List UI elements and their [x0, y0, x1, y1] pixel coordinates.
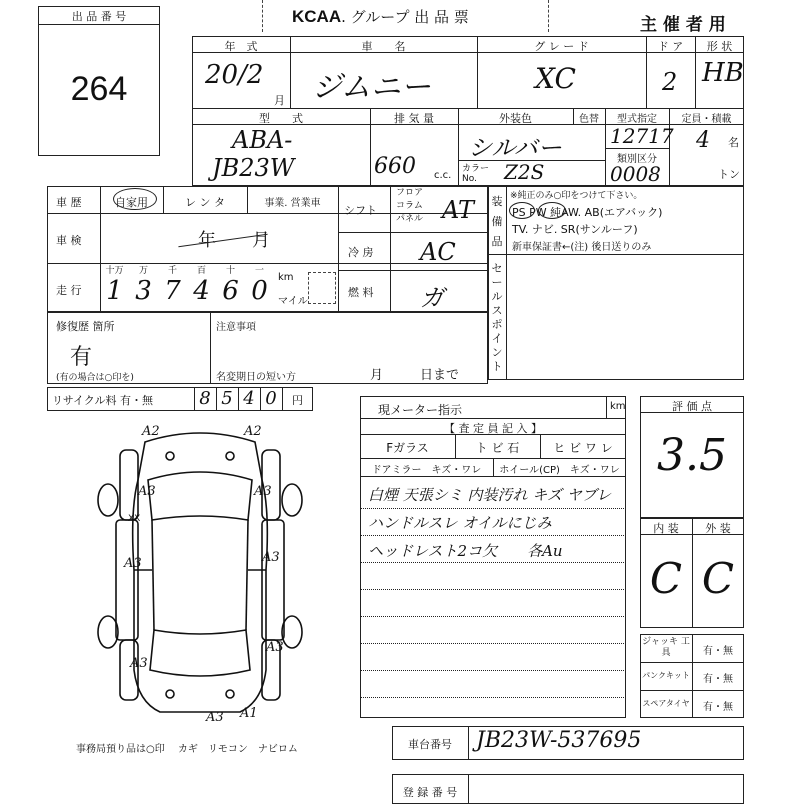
damage-mark: A3 — [124, 556, 142, 571]
mileage-unit: 千 — [167, 266, 177, 276]
interior-value: C — [649, 554, 683, 603]
damage-mark: A3 — [130, 656, 148, 671]
damage-mark: A3 — [254, 484, 272, 499]
score-value: 3.5 — [657, 430, 727, 481]
yen-unit: 円 — [292, 394, 303, 407]
history-label: 車 歴 — [56, 196, 82, 209]
header-title: KCAA. グループ 出 品 票 — [292, 7, 469, 26]
damage-mark: A3 — [206, 710, 224, 725]
inspection-value: 年 月 — [198, 230, 270, 251]
door-label: ド ア — [657, 40, 684, 53]
car-name-label: 車 名 — [361, 40, 406, 53]
notice-day: 日まで — [420, 368, 460, 383]
ton-unit: トン — [718, 168, 740, 181]
equipment-note: ※純正のみ○印をつけて下さい。 — [510, 191, 643, 201]
shift-value: AT — [442, 196, 475, 224]
category-label: 類別区分 — [617, 154, 657, 165]
shift-option-floor: フロア — [396, 188, 424, 198]
mileage-digit: 7 — [164, 276, 181, 306]
recycle-digit: 5 — [221, 388, 233, 409]
inspection-label: 車 検 — [56, 234, 82, 247]
equipment-line-2: TV. ナビ. SR(サンルーフ) — [512, 223, 638, 236]
recycle-label: リサイクル料 有・無 — [52, 394, 153, 407]
exterior-label: 外 装 — [705, 522, 731, 535]
exterior-value: C — [701, 554, 735, 603]
exterior-color-value: シルバー — [468, 134, 562, 162]
tool-value: 有・無 — [703, 702, 733, 713]
inspector-note: ヘッドレスト2コ欠 各Au — [368, 542, 563, 560]
grade-value: XC — [535, 62, 576, 95]
mileage-digit: 3 — [135, 276, 152, 306]
mileage-units — [100, 263, 274, 277]
damage-mark: A2 — [142, 424, 160, 439]
inspector-note: ハンドルスレ オイルにじみ — [368, 514, 552, 532]
mileage-unit: 十万 — [105, 266, 124, 276]
equipment-line-1: PS PW 純AW. AB(エアバック) — [512, 206, 663, 219]
mileage-unit: 百 — [196, 266, 206, 276]
damage-mark: A3 — [266, 640, 284, 655]
color-no-label: カラー No. — [462, 164, 490, 184]
equipment-line-3: 新車保証書←(注) 後日送りのみ — [512, 242, 652, 253]
shape-label: 形 状 — [706, 40, 733, 53]
recycle-digit: 8 — [199, 388, 211, 409]
inspector-item: Fガラス — [386, 441, 429, 455]
repair-value: 有 — [70, 345, 93, 370]
tool-value: 有・無 — [703, 674, 733, 685]
fuel-value: ガ — [420, 284, 444, 312]
year-label: 年 式 — [224, 40, 258, 53]
mileage-digit: 4 — [193, 276, 210, 306]
displacement-value: 660 — [374, 154, 416, 179]
damage-mark: A2 — [244, 424, 262, 439]
month-unit: 月 — [274, 94, 285, 107]
inspector-item: ドアミラー キズ・ワレ — [371, 465, 482, 476]
color-change-label: 色替 — [579, 114, 599, 125]
capacity-label: 定員・積載 — [681, 114, 732, 125]
shift-option-column: コラム — [396, 201, 423, 211]
inspector-item: ト ビ 石 — [475, 441, 520, 455]
door-value: 2 — [662, 68, 678, 96]
mileage-unit: 万 — [138, 266, 148, 276]
registration-label: 登 録 番 号 — [402, 786, 458, 799]
tool-label: スペアタイヤ — [642, 699, 690, 708]
year-value: 20/2 — [205, 60, 264, 90]
mileage-unit: 十 — [225, 266, 235, 276]
damage-mark: A3 — [138, 484, 156, 499]
mileage-digits — [100, 276, 274, 310]
inspector-item: ヒ ビ ワ レ — [553, 441, 613, 455]
mileage-unit: 一 — [254, 266, 264, 276]
fuel-label: 燃 料 — [348, 286, 374, 299]
color-no-value: Z2S — [504, 160, 545, 184]
car-damage-diagram — [90, 420, 310, 730]
type-value-1: ABA- — [232, 126, 293, 154]
inspector-title: 【 査 定 員 記 入 】 — [444, 422, 542, 435]
tool-label: パンクキット — [642, 671, 690, 680]
business-option: 事業. 営業車 — [264, 198, 321, 209]
sales-point-label: セールスポイント — [491, 262, 503, 373]
grade-label: グ レ ー ド — [534, 40, 589, 53]
lot-number-value: 264 — [70, 70, 128, 108]
brand-logo: KCAA — [292, 7, 342, 26]
type-label: 型 式 — [259, 112, 303, 125]
repair-label: 修復歴 箇所 — [56, 320, 115, 333]
equipment-side-label: 装 備 品 — [491, 195, 503, 248]
inspector-note: 白煙 天張シミ 内装汚れ キズ ヤブレ — [368, 486, 612, 504]
damage-mark: XX — [128, 514, 141, 524]
category-value: 0008 — [610, 162, 661, 186]
lot-number-label: 出 品 番 号 — [71, 10, 127, 23]
inspector-item: ホイール(CP) キズ・ワレ — [499, 465, 620, 476]
recycle-digit: 4 — [243, 388, 255, 409]
private-use-option: 自家用 — [115, 196, 148, 209]
ac-value: AC — [420, 238, 456, 266]
cc-unit: c.c. — [434, 170, 452, 181]
mile-label: マイル — [278, 296, 308, 307]
shift-label: シフト — [344, 204, 377, 217]
damage-mark: A1 — [240, 706, 258, 721]
chassis-label: 車台番号 — [408, 738, 452, 751]
ps-circle — [509, 202, 535, 219]
mileage-digit: 1 — [106, 276, 123, 306]
tool-value: 有・無 — [703, 646, 733, 657]
meter-label: 現メーター指示 — [378, 403, 463, 417]
ac-label: 冷 房 — [348, 246, 374, 259]
capacity-value: 4 — [696, 128, 710, 153]
displacement-label: 排 気 量 — [394, 112, 434, 125]
private-use-circle — [113, 188, 157, 210]
rental-option: レ ン タ — [185, 196, 225, 209]
pw-circle — [538, 202, 566, 219]
shift-options — [396, 187, 423, 226]
type-value-2: JB23W — [212, 154, 295, 182]
car-name-value: ジムニー — [312, 70, 431, 105]
score-label: 評 価 点 — [672, 400, 712, 413]
model-designation-label: 型式指定 — [617, 114, 657, 125]
person-unit: 名 — [728, 136, 739, 149]
sponsor-label: 主 催 者 用 — [640, 15, 726, 35]
damage-mark: A3 — [262, 550, 280, 565]
mileage-label: 走 行 — [56, 284, 82, 297]
mileage-digit: 0 — [251, 276, 268, 306]
notice-label: 注意事項 — [216, 322, 256, 333]
recycle-digit: 0 — [265, 388, 277, 409]
shape-value: HB — [702, 58, 744, 88]
chassis-value: JB23W-537695 — [476, 728, 642, 753]
short-expiry-label: 名変期日の短い方 — [216, 372, 296, 383]
meter-unit: km — [610, 401, 626, 412]
tool-label: ジャッキ 工 具 — [642, 637, 690, 658]
office-items-label: 事務局預り品は○印 カギ リモコン ナビロム — [76, 744, 298, 755]
interior-label: 内 装 — [653, 522, 679, 535]
mileage-digit: 6 — [222, 276, 239, 306]
exterior-color-label: 外装色 — [499, 112, 532, 125]
model-designation-value: 12717 — [610, 124, 674, 148]
repair-note: (有の場合は○印を) — [56, 373, 134, 383]
shift-option-panel: パネル — [396, 214, 424, 224]
mile-box — [308, 272, 336, 304]
notice-month: 月 — [370, 368, 384, 383]
km-label: km — [278, 272, 294, 283]
